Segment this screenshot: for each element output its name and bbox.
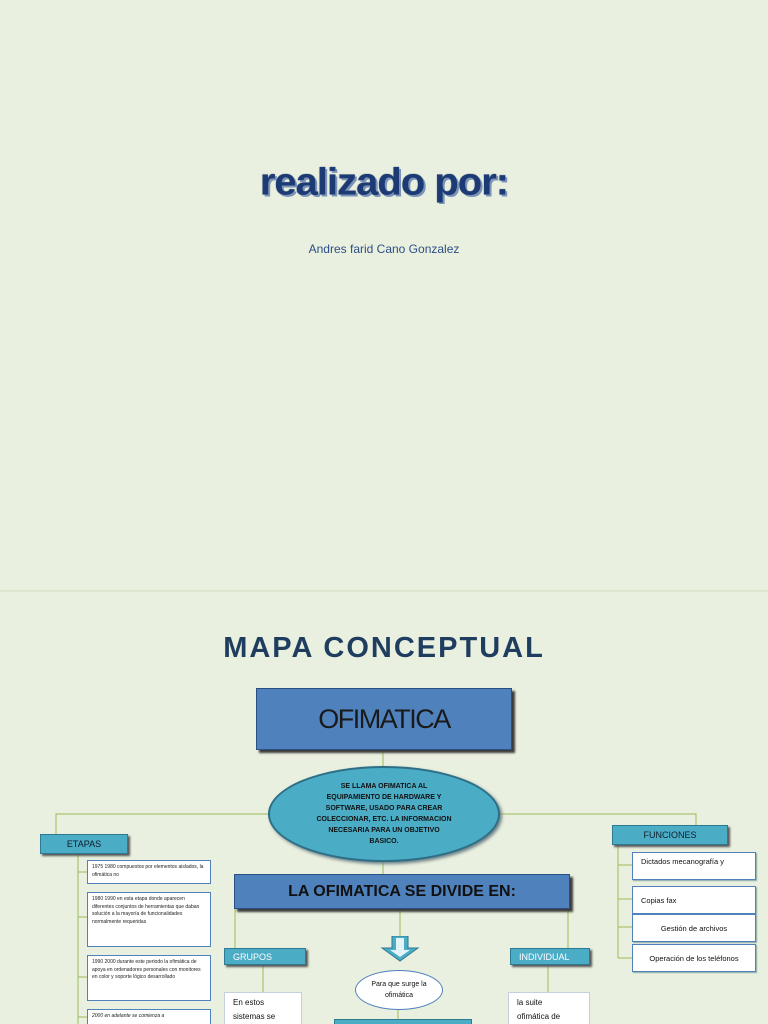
why-oval <box>355 970 443 1010</box>
definition-text: SE LLAMA OFIMATICA AL EQUIPAMIENTO DE HARDWARE Y SOFTWARE, USADO PARA CREAR COLECCIONAR, ETC. LA INFORMACION NECESARIA PARA UN OBJETIVO BASICO. <box>316 783 452 845</box>
individual-note-line-1: la suite <box>517 998 543 1007</box>
divide-title-bar <box>234 874 570 909</box>
etapa-item-3: 1990 2000 durante este periodo la ofimática de apoya en ordenadores personales con monitores en color y soporte lógico desarrollado <box>87 955 211 1001</box>
ofimatica-label: OFIMATICA <box>318 703 450 734</box>
definition-ellipse <box>268 766 500 862</box>
etapa-item-4: 2000 en adelante se comienza a <box>87 1009 211 1024</box>
wordart-title: realizado por: <box>259 161 509 203</box>
individual-note <box>508 992 590 1024</box>
funcion-item-2: Copias fax <box>632 886 756 914</box>
funcion-item-1: Dictados mecanografía y <box>632 852 756 880</box>
down-arrow-icon <box>378 936 422 962</box>
concept-map-slide <box>0 592 768 1024</box>
funcion-item-3: Gestión de archivos <box>632 914 756 942</box>
individual-note-line-2: ofimática de <box>517 1012 561 1021</box>
etapa-item-1: 1975 1980 compuestos por elementos aislados, la ofimática no <box>87 860 211 884</box>
grupos-note <box>224 992 302 1024</box>
author-name: Andres farid Cano Gonzalez <box>308 242 460 256</box>
individual-tab: INDIVIDUAL <box>510 948 590 965</box>
funcion-item-4: Operación de los teléfonos <box>632 944 756 972</box>
concept-map-title: MAPA CONCEPTUAL <box>223 632 545 664</box>
funciones-tab: FUNCIONES <box>612 825 728 845</box>
etapas-tab: ETAPAS <box>40 834 128 854</box>
grupos-tab: GRUPOS <box>224 948 306 965</box>
why-oval-text: Para que surge la ofimática <box>371 981 427 999</box>
ofimatica-box <box>256 688 512 750</box>
grupos-note-line-1: En estos <box>233 998 265 1007</box>
divide-title: LA OFIMATICA SE DIVIDE EN: <box>288 882 516 900</box>
bottom-teal-box <box>334 1019 472 1024</box>
etapa-item-2: 1980 1990 en esta etapa donde aparecen diferentes conjuntos de herramientas que daban solución a la mayoría de funcionalidades normalmente requeridas <box>87 892 211 947</box>
grupos-note-line-2: sistemas se <box>233 1012 276 1021</box>
